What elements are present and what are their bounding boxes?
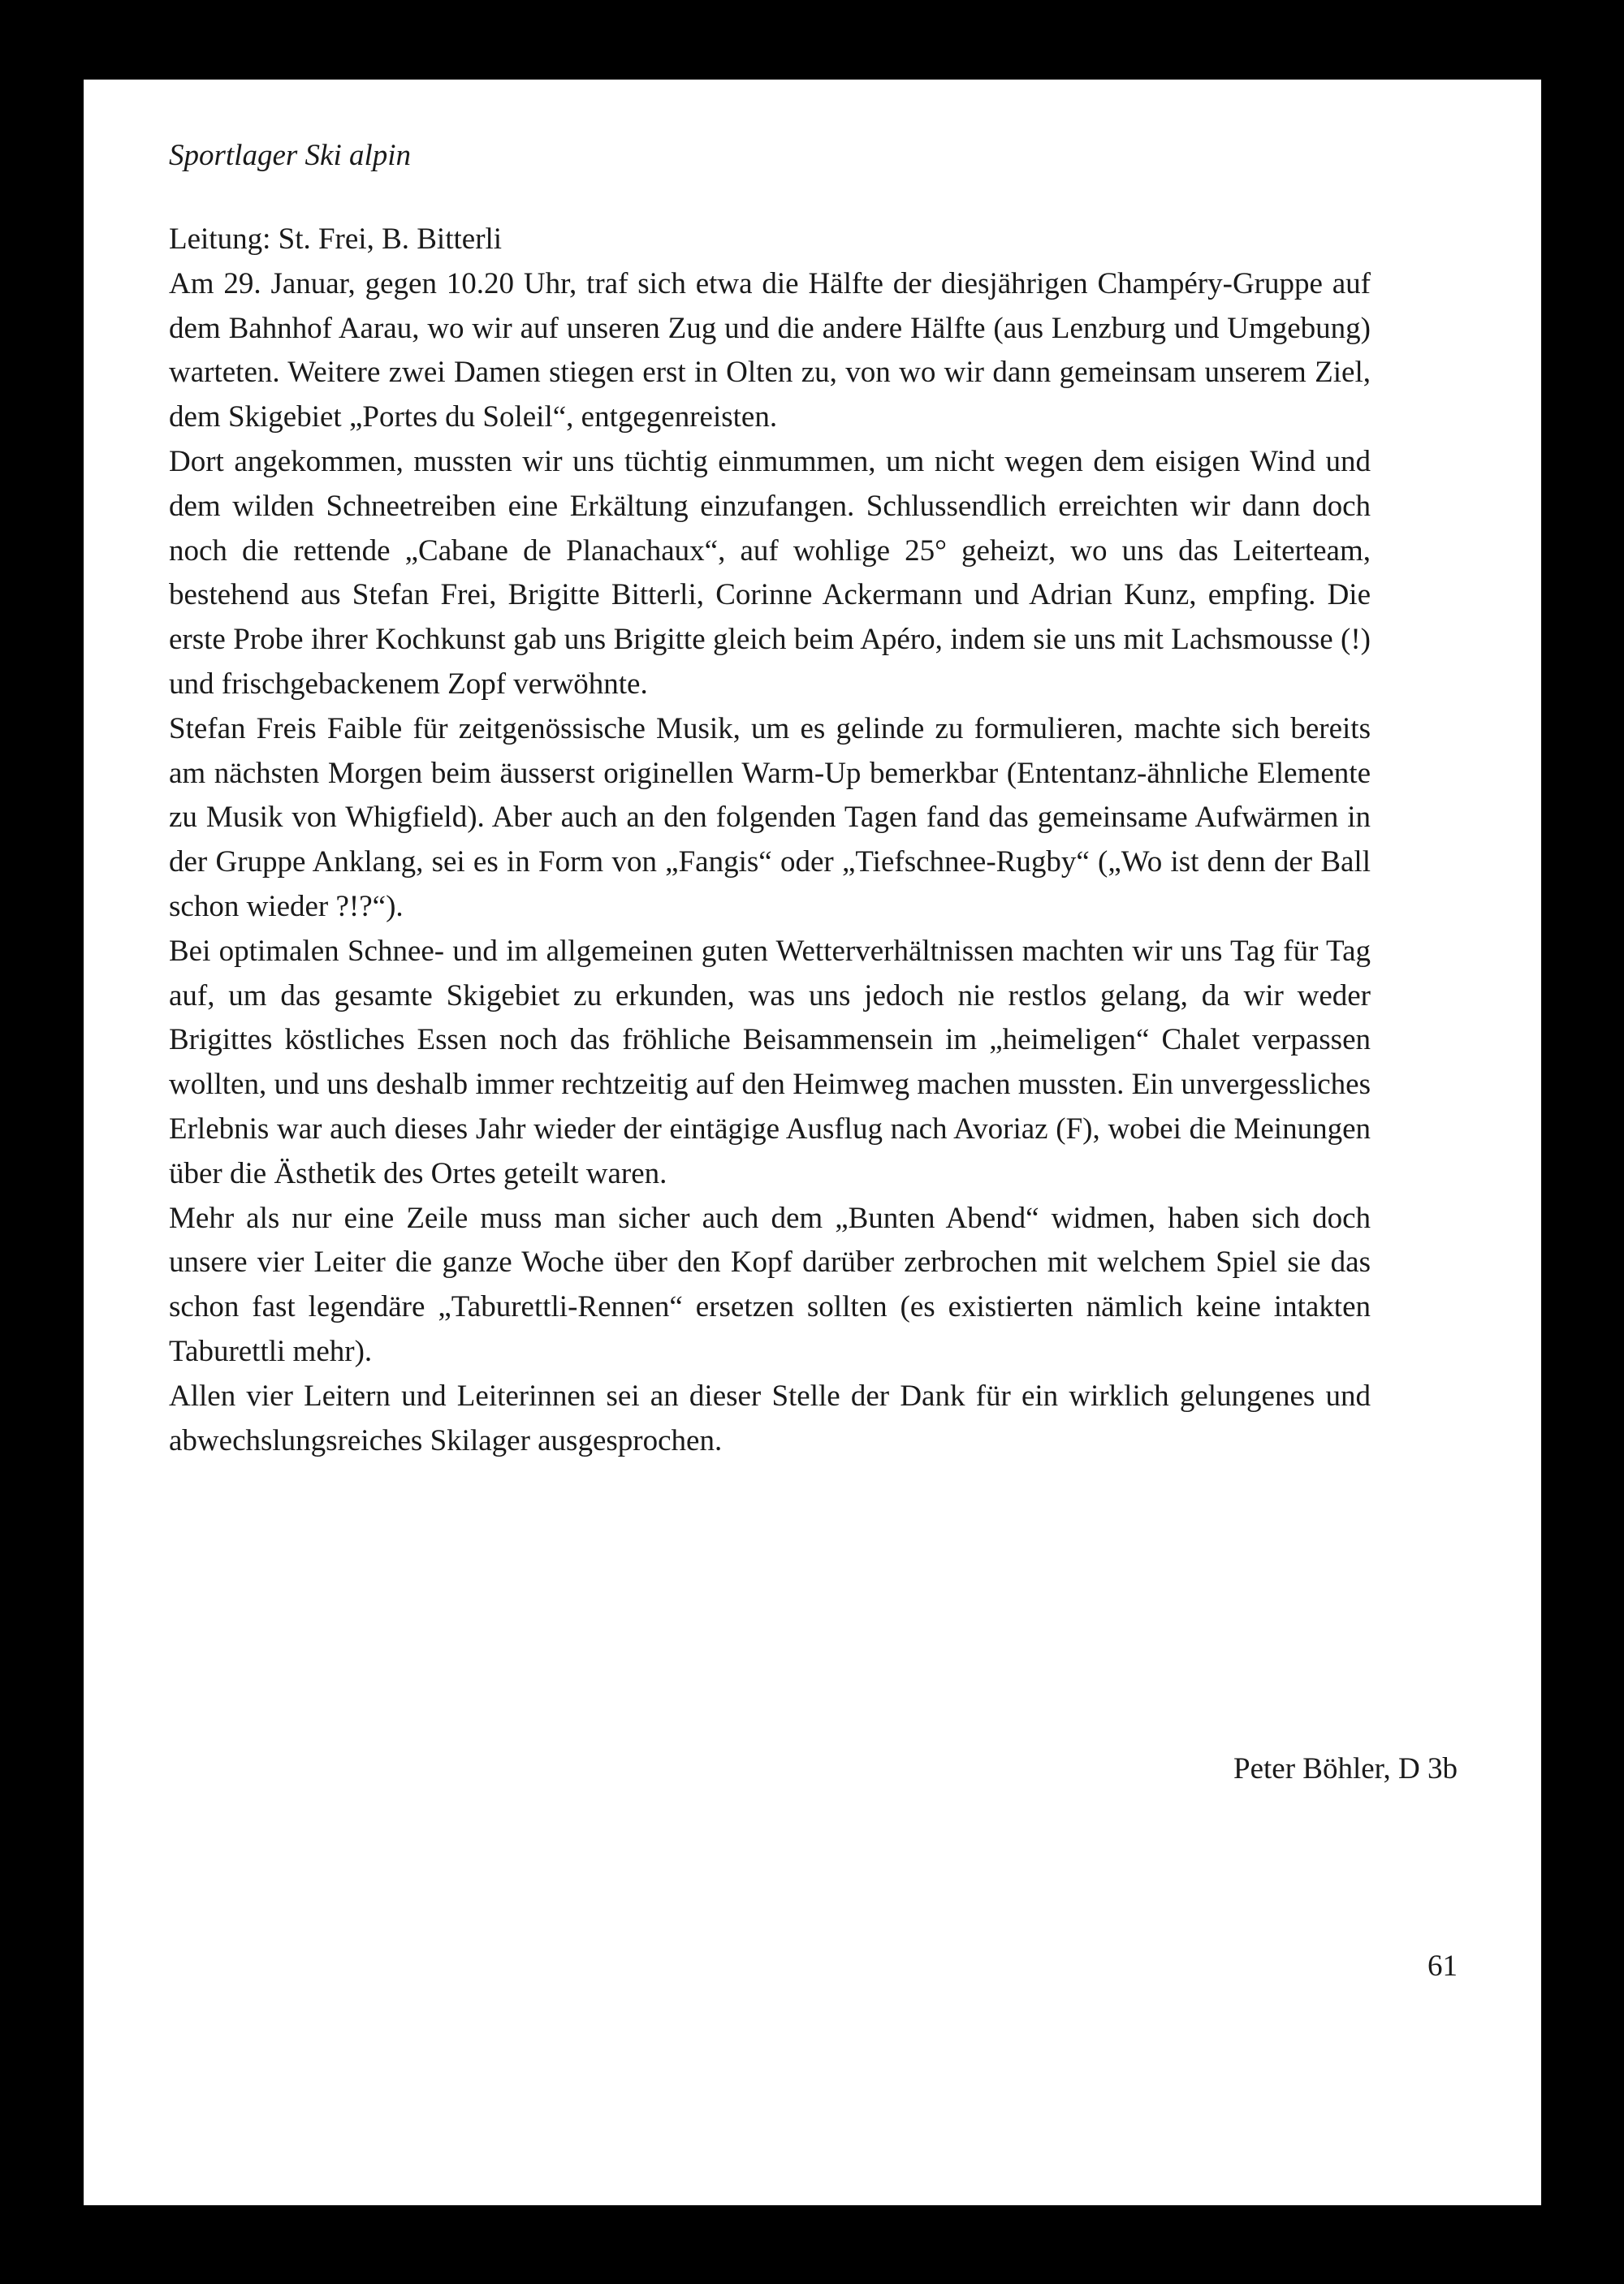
paragraph-skiing: Bei optimalen Schnee- und im allgemeinen guten Wetterverhältnissen machten wir uns Tag für Tag auf, um das gesamte Skigebiet zu erkunden, was uns jedoch nie restlos gelang, da wir weder Brigittes köstliches Essen noch das fröhliche Beisammensein im „heimeligen“ Chalet verpassen wollten, und uns deshalb immer rechtzeitig auf den Heimweg machen mussten. Ein unvergessliches Erlebnis war auch dieses Jahr wieder der eintägige Ausflug nach Avoriaz (F), wobei die Meinungen über die Ästhetik des Ortes geteilt waren.: [169, 934, 1371, 1190]
paragraph-warm-up: Stefan Freis Faible für zeitgenössische Musik, um es gelinde zu formulieren, machte sich bereits am nächsten Morgen beim äusserst originellen Warm-Up bemerkbar (Ententanz-ähnliche Elemente zu Musik von Whigfield). Aber auch an den folgenden Tagen fand das gemeinsame Aufwärmen in der Gruppe Anklang, sei es in Form von „Fangis“ oder „Tiefschnee-Rugby“ („Wo ist denn der Ball schon wieder ?!?“).: [169, 711, 1371, 923]
paragraph-bunter-abend: Mehr als nur eine Zeile muss man sicher auch dem „Bunten Abend“ widmen, haben sich doch unsere vier Leiter die ganze Woche über den Kopf darüber zerbrochen mit welchem Spiel sie das schon fast legendäre „Taburettli-Rennen“ ersetzen sollten (es existierten nämlich keine intakten Taburettli mehr).: [169, 1201, 1371, 1368]
article-body: [169, 218, 1371, 1463]
page-number: 61: [1427, 1949, 1458, 1983]
author-signature: Peter Böhler, D 3b: [1233, 1752, 1458, 1785]
leitung-line: Leitung: St. Frei, B. Bitterli: [169, 222, 503, 256]
paragraph-arrival: Am 29. Januar, gegen 10.20 Uhr, traf sich etwa die Hälfte der diesjährigen Champéry-Gruppe auf dem Bahnhof Aarau, wo wir auf unseren Zug und die andere Hälfte (aus Lenzburg und Umgebung) warteten. Weitere zwei Damen stiegen erst in Olten zu, von wo wir dann gemeinsam unserem Ziel, dem Skigebiet „Portes du Soleil“, entgegenreisten.: [169, 266, 1371, 434]
paragraph-cabane: Dort angekommen, mussten wir uns tüchtig einmummen, um nicht wegen dem eisigen Wind und dem wilden Schneetreiben eine Erkältung einzufangen. Schlussendlich erreichten wir dann doch noch die rettende „Cabane de Planachaux“, auf wohlige 25° geheizt, wo uns das Leiterteam, bestehend aus Stefan Frei, Brigitte Bitterli, Corinne Ackermann und Adrian Kunz, empfing. Die erste Probe ihrer Kochkunst gab uns Brigitte gleich beim Apéro, indem sie uns mit Lachsmousse (!) und frischgebackenem Zopf verwöhnte.: [169, 444, 1371, 701]
article-title: Sportlager Ski alpin: [169, 139, 412, 172]
paragraph-thanks: Allen vier Leitern und Leiterinnen sei an dieser Stelle der Dank für ein wirklich gelungenes und abwechslungsreiches Skilager ausgesprochen.: [169, 1379, 1371, 1457]
